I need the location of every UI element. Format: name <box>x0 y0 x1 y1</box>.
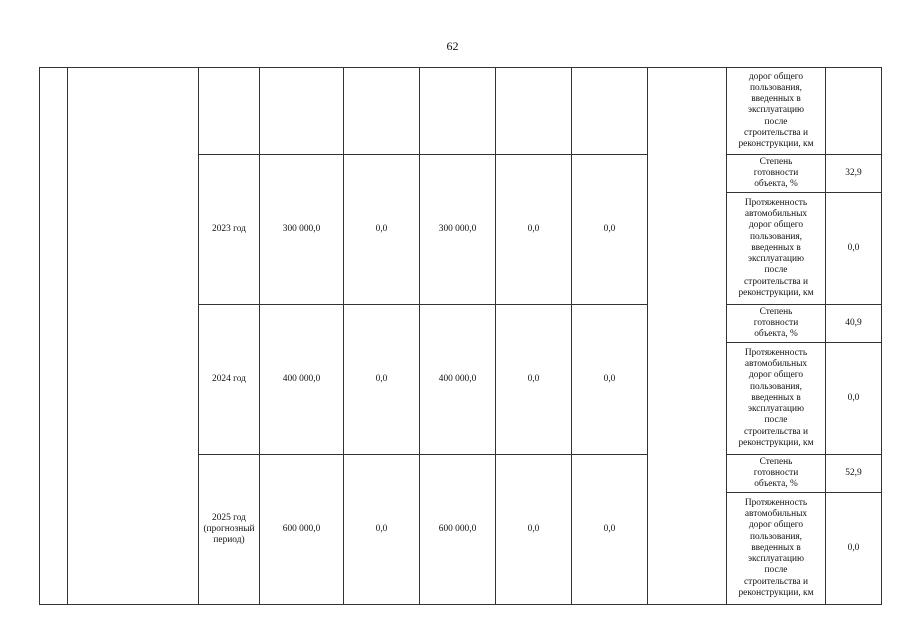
amount-other-cell: 0,0 <box>572 455 648 605</box>
amount-federal-cell: 0,0 <box>344 305 420 455</box>
program-table <box>39 67 882 605</box>
amount-regional-cell: 300 000,0 <box>420 155 496 305</box>
indicator-label: Протяженность автомобильных дорог общего пользования, введенных в эксплуатацию после строительства и реконструкции, км <box>727 193 826 305</box>
amount-local-cell: 0,0 <box>496 455 572 605</box>
number-cell <box>40 68 68 605</box>
amount-other-cell <box>572 68 648 155</box>
indicator-value: 40,9 <box>826 305 882 343</box>
table-row <box>40 68 882 155</box>
indicator-value: 52,9 <box>826 455 882 493</box>
indicator-label: Протяженность автомобильных дорог общего пользования, введенных в эксплуатацию после строительства и реконструкции, км <box>727 343 826 455</box>
indicator-label: Степень готовности объекта, % <box>727 455 826 493</box>
amount-local-cell: 0,0 <box>496 305 572 455</box>
indicator-value: 32,9 <box>826 155 882 193</box>
amount-federal-cell <box>344 68 420 155</box>
amount-total-cell: 600 000,0 <box>260 455 344 605</box>
amount-regional-cell: 400 000,0 <box>420 305 496 455</box>
amount-regional-cell <box>420 68 496 155</box>
indicator-label: Степень готовности объекта, % <box>727 305 826 343</box>
amount-total-cell: 300 000,0 <box>260 155 344 305</box>
amount-federal-cell: 0,0 <box>344 455 420 605</box>
indicator-value: 0,0 <box>826 193 882 305</box>
amount-other-cell: 0,0 <box>572 305 648 455</box>
amount-total-cell <box>260 68 344 155</box>
year-cell: 2025 год (прогнозный период) <box>199 455 260 605</box>
year-cell: 2024 год <box>199 305 260 455</box>
measure-name-cell <box>68 68 199 605</box>
indicator-value <box>826 68 882 155</box>
amount-local-cell <box>496 68 572 155</box>
year-cell <box>199 68 260 155</box>
indicator-value: 0,0 <box>826 493 882 605</box>
amount-regional-cell: 600 000,0 <box>420 455 496 605</box>
amount-total-cell: 400 000,0 <box>260 305 344 455</box>
page-number: 62 <box>446 39 459 53</box>
year-cell: 2023 год <box>199 155 260 305</box>
indicator-label: Протяженность автомобильных дорог общего пользования, введенных в эксплуатацию после строительства и реконструкции, км <box>727 493 826 605</box>
executor-cell <box>648 68 727 605</box>
indicator-label: Степень готовности объекта, % <box>727 155 826 193</box>
indicator-label: дорог общего пользования, введенных в эксплуатацию после строительства и реконструкции, км <box>727 68 826 155</box>
amount-federal-cell: 0,0 <box>344 155 420 305</box>
amount-other-cell: 0,0 <box>572 155 648 305</box>
amount-local-cell: 0,0 <box>496 155 572 305</box>
indicator-value: 0,0 <box>826 343 882 455</box>
